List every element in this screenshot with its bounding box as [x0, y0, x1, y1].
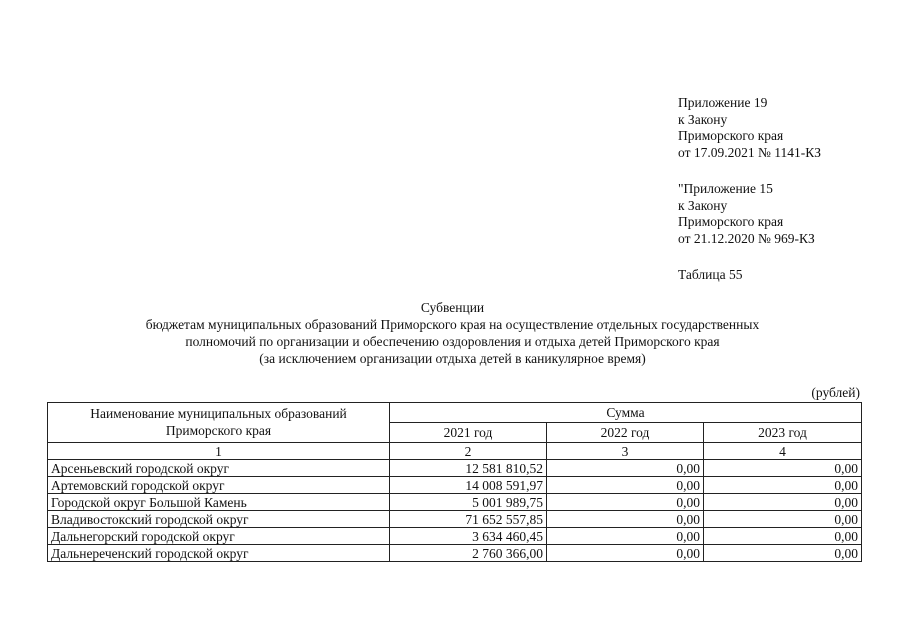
amount-2022: 0,00: [547, 528, 704, 545]
municipality-name: Владивостокский городской округ: [48, 511, 390, 528]
municipality-name: Артемовский городской округ: [48, 477, 390, 494]
table-row: [48, 460, 862, 477]
annex-line: Приморского края: [678, 214, 784, 229]
amount-2021: 5 001 989,75: [390, 494, 547, 511]
amount-2021: 71 652 557,85: [390, 511, 547, 528]
annex-line: Приложение 19: [678, 95, 768, 110]
amount-2022: 0,00: [547, 511, 704, 528]
amount-2023: 0,00: [704, 460, 862, 477]
amount-2022: 0,00: [547, 477, 704, 494]
title-line: (за исключением организации отдыха детей в каникулярное время): [259, 351, 646, 366]
amount-2022: 0,00: [547, 494, 704, 511]
annex-line: Приморского края: [678, 128, 784, 143]
amount-2021: 2 760 366,00: [390, 545, 547, 562]
amount-2022: 0,00: [547, 460, 704, 477]
title-line: бюджетам муниципальных образований Приморского края на осуществление отдельных государственных: [145, 317, 760, 332]
annex-line: от 17.09.2021 № 1141-КЗ: [678, 144, 821, 160]
table-row: [48, 477, 862, 494]
amount-2023: 0,00: [704, 511, 862, 528]
amount-2021: 12 581 810,52: [390, 460, 547, 477]
annex-previous: [678, 181, 815, 247]
amount-2023: 0,00: [704, 477, 862, 494]
column-number-row: [48, 443, 862, 460]
title-line: полномочий по организации и обеспечению оздоровления и отдыха детей Приморского края: [185, 334, 720, 349]
annex-line: от 21.12.2020 № 969-КЗ: [678, 230, 815, 246]
year-header: 2023 год: [704, 423, 862, 443]
subventions-table: [47, 402, 862, 562]
amount-2023: 0,00: [704, 494, 862, 511]
municipality-name: Дальнегорский городской округ: [48, 528, 390, 545]
annex-current: [678, 95, 821, 161]
annex-line: к Закону: [678, 197, 728, 213]
table-row: [48, 545, 862, 562]
title-heading: Субвенции: [420, 300, 485, 315]
municipality-name: Дальнереченский городской округ: [48, 545, 390, 562]
amount-2023: 0,00: [704, 545, 862, 562]
column-number: 3: [547, 443, 704, 460]
year-header: 2022 год: [547, 423, 704, 443]
annex-line: к Закону: [678, 111, 728, 127]
table-row: [48, 528, 862, 545]
sum-column-header: Сумма: [390, 403, 862, 423]
municipality-name: Городской округ Большой Камень: [48, 494, 390, 511]
table-row: [48, 494, 862, 511]
column-number: 1: [48, 443, 390, 460]
column-number: 4: [704, 443, 862, 460]
document-title: [0, 299, 905, 367]
amount-2023: 0,00: [704, 528, 862, 545]
name-column-header: Наименование муниципальных образований Приморского края: [48, 403, 390, 443]
amount-2021: 3 634 460,45: [390, 528, 547, 545]
table-number: Таблица 55: [678, 267, 743, 282]
municipality-name: Арсеньевский городской округ: [48, 460, 390, 477]
amount-2021: 14 008 591,97: [390, 477, 547, 494]
year-header: 2021 год: [390, 423, 547, 443]
annex-line: "Приложение 15: [678, 181, 773, 196]
table-row: [48, 511, 862, 528]
units-label: (рублей): [811, 385, 860, 400]
column-number: 2: [390, 443, 547, 460]
amount-2022: 0,00: [547, 545, 704, 562]
